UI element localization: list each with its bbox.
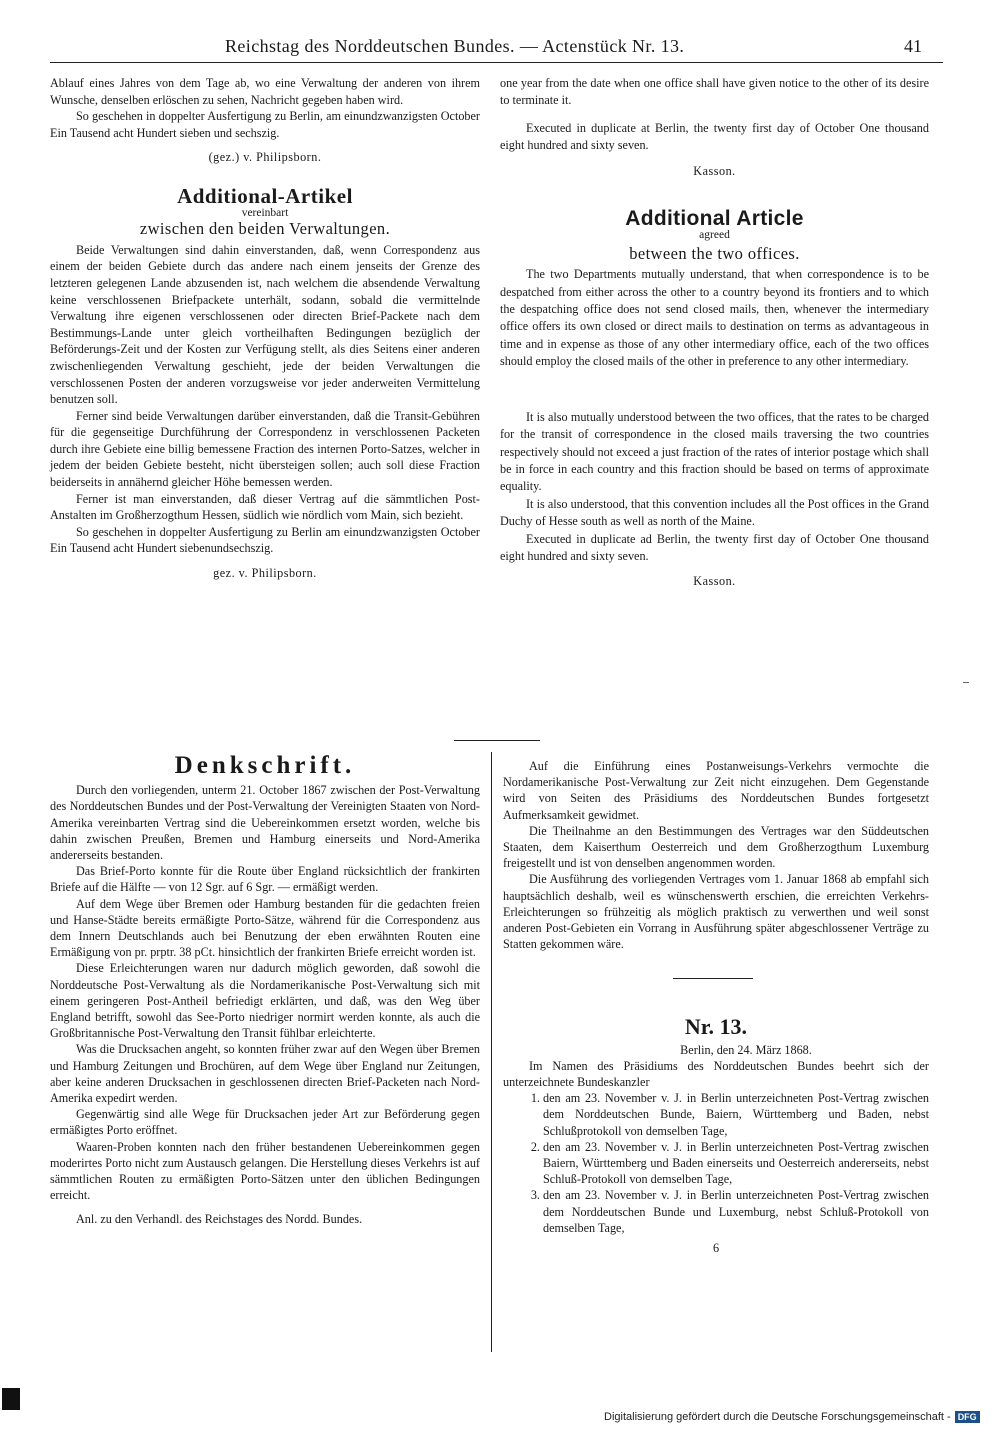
dateline: Berlin, den 24. März 1868. (680, 1042, 812, 1057)
column-divider (491, 752, 492, 1352)
paragraph: Die Ausführung des vorliegenden Vertrages vom 1. Januar 1868 ab empfahl sich hauptsächlich deshalb, weil es wünschenswerth erschien, die erreichten Verkehrs-Erleichterungen so frühzeitig als möglich praktisch zu verwerthen und weil sonst anderen Post-Gebieten ein Vorrang in Ausführung später abgeschlossener Verträge zu Statten gekommen wäre. (503, 872, 929, 952)
paragraph: Das Brief-Porto konnte für die Route über England rücksichtlich der frankirten Briefe auf die Hälfte — von 12 Sgr. auf 6 Sgr. — ermäßigt werden. (50, 864, 480, 895)
paragraph: The two Departments mutually understand, that when correspondence is to be despatched from either across the other to a country beyond its frontiers and to which the despatching office does not send closed mails, then, whenever the intermediary office offers its own closed or direct mails to destination on terms as advantageous in time and in expense as those of any other intermediary office, each of the two offices should employ the closed mails of the other in preference to any other intermediary. (500, 267, 929, 369)
list-item: 1. den am 23. November v. J. in Berlin unterzeichneten Post-Vertrag zwischen dem Norddeutschen Bunde, Baiern, Württemberg und Baden, nebst Schlußprotokoll von demselben Tage, (543, 1090, 929, 1139)
list-item: 2. den am 23. November v. J. in Berlin unterzeichneten Post-Vertrag zwischen Baiern, Württemberg und Baden einerseits und Oesterreich andererseits, nebst Schluß-Protokoll von demselben Tage, (543, 1139, 929, 1188)
paragraph: Ferner sind beide Verwaltungen darüber einverstanden, daß die Transit-Gebühren für die gegenseitige Durchführung der Correspondenz in verschlossenen Packeten durch ihre Gebiete eine billig bemessene Fraction des internen Porto-Satzes, welcher in jedem der beiden Gebiete besteht, nicht übersteigen sollen; auch soll diese Fraction beiderseits in annähernd gleicher Höhe bemessen werden. (50, 408, 480, 490)
paragraph: Gegenwärtig sind alle Wege für Drucksachen jeder Art zur Beförderung gegen ermäßigtes Porto eröffnet. (50, 1107, 480, 1138)
paragraph: Executed in duplicate at Berlin, the twenty first day of October One thousand eight hundred and sixty seven. (500, 120, 929, 153)
signature: (gez.) v. Philipsborn. (208, 150, 322, 165)
scan-blot (2, 1388, 20, 1410)
bottom-right-column (503, 758, 929, 1256)
section-divider (673, 978, 753, 979)
running-title: Reichstag des Norddeutschen Bundes. — Actenstück Nr. 13. (225, 36, 685, 56)
scan-mark (963, 682, 969, 686)
top-left-column (50, 75, 480, 582)
section-subheading: vereinbart (241, 206, 289, 219)
section-heading: Additional Article (625, 207, 804, 231)
section-subheading: between the two offices. (629, 243, 800, 263)
section-heading: Denkschrift. (174, 752, 356, 779)
page-header (0, 32, 1000, 62)
paragraph: Executed in duplicate ad Berlin, the twenty first day of October One thousand eight hundred and sixty seven. (500, 531, 929, 563)
signature-mark: 6 (712, 1241, 720, 1256)
dfg-logo: DFG (955, 1411, 980, 1423)
paragraph: Auf die Einführung eines Postanweisungs-Verkehrs vermochte die Nordamerikanische Post-Verwaltung zur Zeit nicht einzugehen. Dem Gegenstande wird von Seiten des Präsidiums des Norddeutschen Bundes fortgesetzt Aufmerksamkeit gewidmet. (503, 759, 929, 822)
section-subheading: zwischen den beiden Verwaltungen. (139, 219, 391, 239)
paragraph: Beide Verwaltungen sind dahin einverstanden, daß, wenn Correspondenz aus einem der beiden Gebiete durch das andere nach einem jenseits der Grenze des letzteren gelegenen Lande abzusenden ist, nach welchem die absendende Verwaltung keine verschlossenen Briefpackete unterhält, sodann, sobald die vermittelnde Verwaltung ihre eigenen verschlossenen oder directen Brief-Packete nach dem Bestimmungs-Lande unter gleich vortheilhaften Bedingungen bezüglich der Beförderungs-Zeit und der Kosten zur Verfügung stellt, als dies Seitens einer anderen zwischenliegenden Verwaltung geschieht, jede der beiden Verwaltungen die verschlossenen Posten der anderen vorzugsweise vor jeder anderweiten Vermittelung benutzen soll. (50, 242, 480, 407)
paragraph: one year from the date when one office shall have given notice to the other of its desire to terminate it. (500, 76, 929, 108)
paragraph: So geschehen in doppelter Ausfertigung zu Berlin am einundzwanzigsten October Ein Tausend acht Hundert siebenundsechszig. (50, 524, 480, 556)
paragraph: Die Theilnahme an den Bestimmungen des Vertrages war den Süddeutschen Staaten, dem Kaiserthum Oesterreich und dem Großherzogthum Luxemburg freigestellt und ist von denselben angenommen worden. (503, 823, 929, 871)
footer-text: Digitalisierung gefördert durch die Deutsche Forschungsgemeinschaft - (604, 1411, 951, 1423)
list-item: 3. den am 23. November v. J. in Berlin unterzeichneten Post-Vertrag zwischen dem Norddeutschen Bunde und Luxemburg, nebst Schluß-Protokoll von demselben Tage, (543, 1187, 929, 1236)
signature: gez. v. Philipsborn. (213, 566, 317, 581)
paragraph: Ablauf eines Jahres von dem Tage ab, wo eine Verwaltung der anderen von ihrem Wunsche, denselben erlöschen zu sehen, Nachricht gegeben haben wird. (50, 76, 480, 107)
signature: Kasson. (693, 574, 736, 589)
paragraph: So geschehen in doppelter Ausfertigung zu Berlin, am einundzwanzigsten October Ein Tausend acht Hundert sieben und sechszig. (50, 109, 480, 140)
paragraph: It is also mutually understood between the two offices, that the rates to be charged for the transit of correspondence in the closed mails traversing the two countries respectively should not exceed a just fraction of the rates of interior postage which shall be in force in each country and this fraction should be based on terms of approximate equality. (500, 409, 929, 494)
paragraph: Diese Erleichterungen waren nur dadurch möglich geworden, daß sowohl die Norddeutsche Post-Verwaltung als die Nordamerikanische Post-Verwaltung sich mit einem geringeren Post-Antheil befriedigt erklärten, und daß, was den Weg über England betrifft, sowohl das See-Porto niedriger normirt werden konnte, als auch die Großbritannische Post-Verwaltung den Transit fühlbar erleichterte. (50, 961, 480, 1041)
top-right-column (500, 75, 929, 591)
bottom-left-column (50, 752, 480, 1228)
section-subheading: agreed (699, 229, 730, 242)
paragraph: Waaren-Proben konnten nach den früher bestandenen Uebereinkommen gegen moderirtes Porto nicht zum Austausch gelangen. Die Herstellung dieses Verkehrs ist auf sämmtlichen Routen zu ermäßigten Porto-Sätzen unter den üblichen Bedingungen erreicht. (50, 1139, 480, 1203)
digitization-footer (604, 1411, 980, 1423)
footnote: Anl. zu den Verhandl. des Reichstages des Nordd. Bundes. (76, 1212, 363, 1227)
header-rule (50, 62, 943, 63)
paragraph: Durch den vorliegenden, unterm 21. October 1867 zwischen der Post-Verwaltung des Norddeutschen Bundes und der Post-Verwaltung der Vereinigten Staaten von Nord-Amerika vereinbarten Vertrag sind die Uebereinkommen ersetzt worden, welche bis dahin zwischen Preußen, Bremen und Hamburg einerseits und Nord-Amerika andererseits bestanden. (50, 783, 480, 863)
document-number-heading: Nr. 13. (684, 1014, 748, 1040)
paragraph: Auf dem Wege über Bremen oder Hamburg bestanden für die gedachten freien und Hanse-Städte bereits ermäßigte Porto-Sätze, während für die Correspondenz aus dem Innern Deutschlands auch bei Benutzung der eben erwähnten Routen eine Ermäßigung von pr. prptr. 38 pCt. hinsichtlich der frankirten Briefe erreicht worden ist. (50, 896, 480, 960)
page-number: 41 (904, 36, 922, 56)
enclosure-list (503, 1090, 929, 1236)
signature: Kasson. (693, 163, 736, 178)
section-heading: Additional-Artikel (177, 183, 353, 208)
section-divider (454, 740, 540, 741)
paragraph: It is also understood, that this convention includes all the Post offices in the Grand Duchy of Hesse south as well as north of the Maine. (500, 496, 929, 529)
paragraph: Was die Drucksachen angeht, so konnten früher zwar auf den Wegen über Bremen und Hamburg Zeitungen und Brochüren, auf dem Wege über England nur Zeitungen, aber keine anderen Drucksachen in geschlossenen directen Brief-Packeten nach Nord-Amerika expedirt werden. (50, 1042, 480, 1106)
paragraph: Im Namen des Präsidiums des Norddeutschen Bundes beehrt sich der unterzeichnete Bundeskanzler (503, 1058, 929, 1090)
paragraph: Ferner ist man einverstanden, daß dieser Vertrag auf die sämmtlichen Post-Anstalten im Großherzogthum Hessen, südlich wie nördlich vom Main, sich bezieht. (50, 491, 480, 523)
